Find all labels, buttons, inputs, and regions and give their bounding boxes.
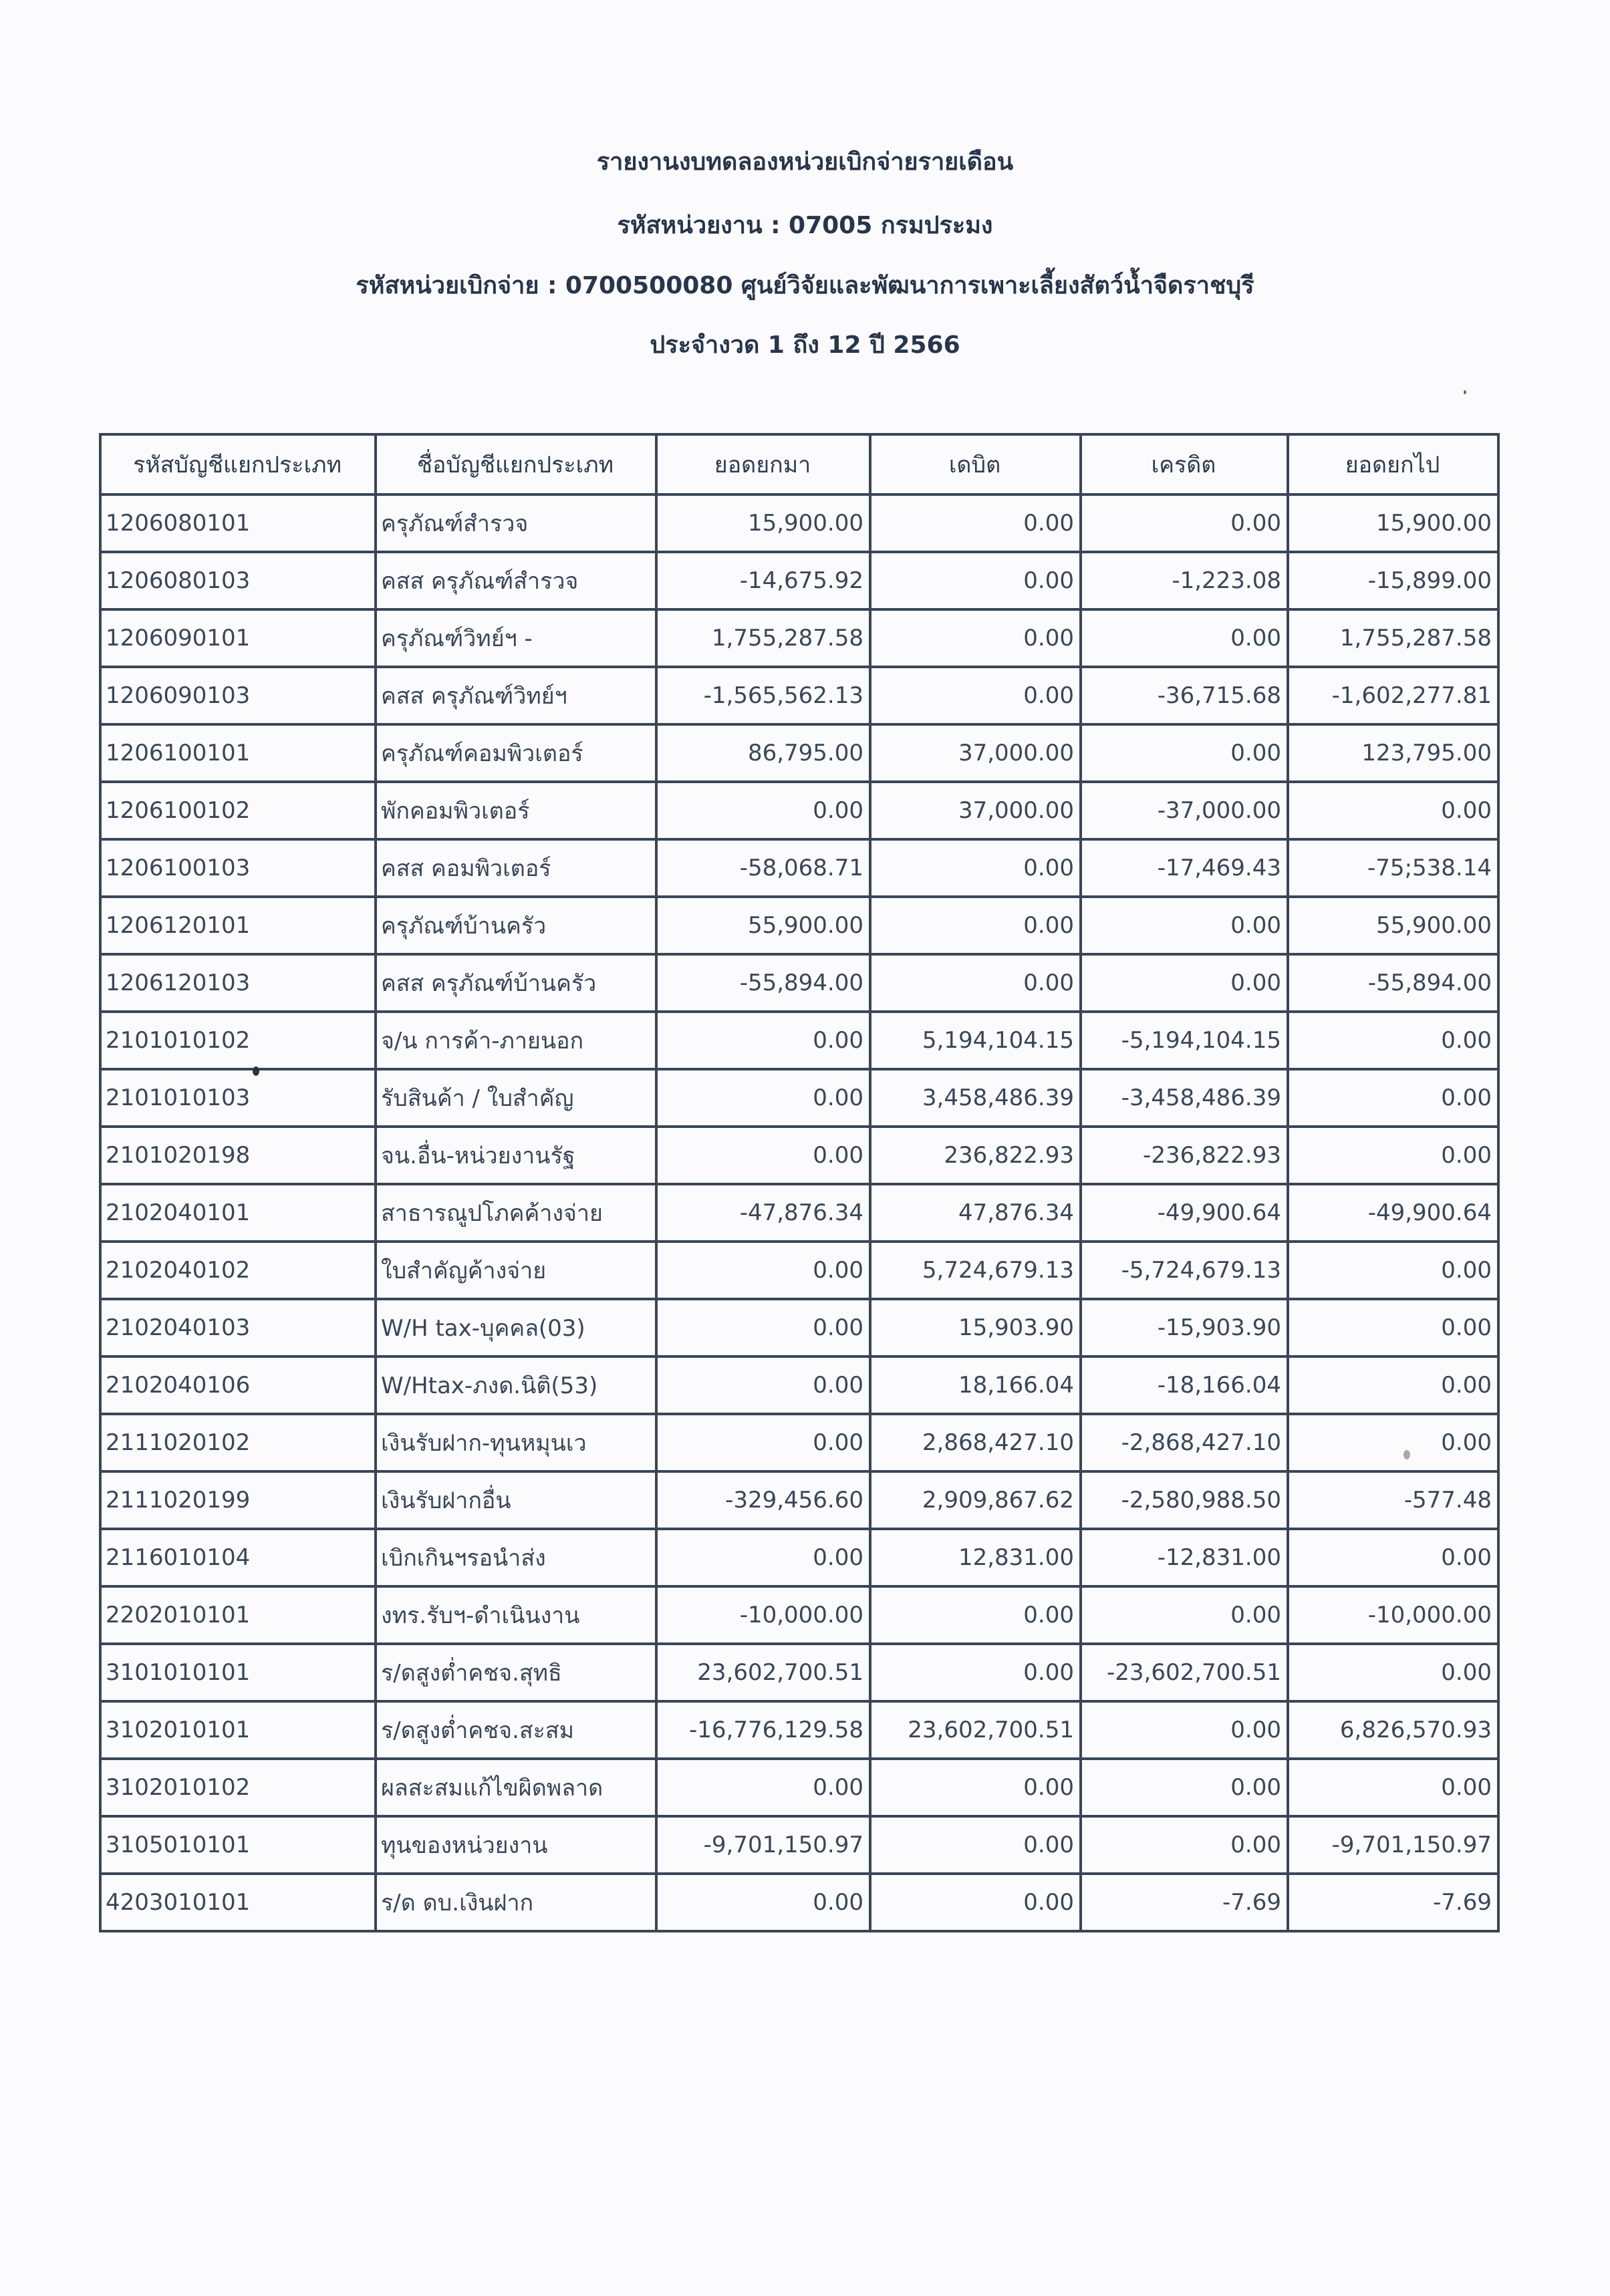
cell-account-name: จ/น การค้า-ภายนอก (376, 1012, 656, 1069)
table-row (100, 1759, 1498, 1816)
cell-opening-balance: -10,000.00 (656, 1586, 870, 1644)
cell-opening-balance: 1,755,287.58 (656, 609, 870, 667)
table-row (100, 1299, 1498, 1356)
header-credit: เครดิต (1081, 434, 1288, 494)
table-row (100, 1414, 1498, 1471)
cell-closing-balance: 0.00 (1288, 1127, 1498, 1184)
cell-closing-balance: 6,826,570.93 (1288, 1701, 1498, 1759)
table-row (100, 1184, 1498, 1242)
cell-debit: 5,724,679.13 (870, 1242, 1081, 1299)
cell-credit: 0.00 (1081, 724, 1288, 782)
cell-account-name: ครุภัณฑ์วิทย์ฯ - (376, 609, 656, 667)
cell-opening-balance: 0.00 (656, 1414, 870, 1471)
cell-account-code: 2101010102 (100, 1012, 376, 1069)
cell-closing-balance: 0.00 (1288, 1644, 1498, 1701)
cell-debit: 37,000.00 (870, 724, 1081, 782)
report-title: รายงานงบทดลองหน่วยเบิกจ่ายรายเดือน (596, 148, 1014, 176)
cell-debit: 2,909,867.62 (870, 1471, 1081, 1529)
cell-credit: -1,223.08 (1081, 552, 1288, 609)
cell-opening-balance: 23,602,700.51 (656, 1644, 870, 1701)
cell-opening-balance: 0.00 (656, 1529, 870, 1586)
cell-debit: 47,876.34 (870, 1184, 1081, 1242)
cell-closing-balance: -577.48 (1288, 1471, 1498, 1529)
cell-debit: 15,903.90 (870, 1299, 1081, 1356)
cell-debit: 18,166.04 (870, 1356, 1081, 1414)
cell-account-name: ครุภัณฑ์คอมพิวเตอร์ (376, 724, 656, 782)
cell-credit: -5,724,679.13 (1081, 1242, 1288, 1299)
cell-opening-balance: -14,675.92 (656, 552, 870, 609)
cell-account-code: 1206120103 (100, 954, 376, 1012)
cell-debit: 0.00 (870, 1759, 1081, 1816)
cell-credit: -23,602,700.51 (1081, 1644, 1288, 1701)
cell-account-code: 1206080103 (100, 552, 376, 609)
header-account-code: รหัสบัญชีแยกประเภท (100, 434, 376, 494)
cell-account-name: จน.อื่น-หน่วยงานรัฐ (376, 1127, 656, 1184)
cell-account-code: 2111020199 (100, 1471, 376, 1529)
cell-credit: -17,469.43 (1081, 839, 1288, 897)
cell-opening-balance: 0.00 (656, 1299, 870, 1356)
cell-debit: 0.00 (870, 552, 1081, 609)
cell-account-code: 2111020102 (100, 1414, 376, 1471)
cell-closing-balance: -1,602,277.81 (1288, 667, 1498, 724)
cell-credit: -3,458,486.39 (1081, 1069, 1288, 1127)
cell-credit: -36,715.68 (1081, 667, 1288, 724)
cell-account-name: เบิกเกินฯรอนำส่ง (376, 1529, 656, 1586)
cell-credit: -18,166.04 (1081, 1356, 1288, 1414)
cell-account-code: 2102040103 (100, 1299, 376, 1356)
cell-opening-balance: 15,900.00 (656, 494, 870, 552)
table-row (100, 1471, 1498, 1529)
cell-account-code: 1206100102 (100, 782, 376, 839)
cell-account-code: 3105010101 (100, 1816, 376, 1874)
cell-closing-balance: -7.69 (1288, 1874, 1498, 1931)
cell-debit: 0.00 (870, 667, 1081, 724)
cell-opening-balance: -55,894.00 (656, 954, 870, 1012)
cell-credit: 0.00 (1081, 954, 1288, 1012)
cell-debit: 23,602,700.51 (870, 1701, 1081, 1759)
table-row (100, 609, 1498, 667)
cell-credit: 0.00 (1081, 1816, 1288, 1874)
scan-speck (1403, 1450, 1410, 1459)
cell-credit: -12,831.00 (1081, 1529, 1288, 1586)
cell-credit: -37,000.00 (1081, 782, 1288, 839)
cell-account-name: W/H tax-บุคคล(03) (376, 1299, 656, 1356)
cell-credit: -7.69 (1081, 1874, 1288, 1931)
cell-account-code: 3102010101 (100, 1701, 376, 1759)
scan-speck (1464, 390, 1466, 394)
cell-debit: 2,868,427.10 (870, 1414, 1081, 1471)
header-account-name: ชื่อบัญชีแยกประเภท (376, 434, 656, 494)
cell-opening-balance: 55,900.00 (656, 897, 870, 954)
header-debit: เดบิต (870, 434, 1081, 494)
cell-credit: -15,903.90 (1081, 1299, 1288, 1356)
cell-opening-balance: -1,565,562.13 (656, 667, 870, 724)
cell-account-name: เงินรับฝากอื่น (376, 1471, 656, 1529)
cell-credit: -2,580,988.50 (1081, 1471, 1288, 1529)
header-opening-balance: ยอดยกมา (656, 434, 870, 494)
cell-closing-balance: -10,000.00 (1288, 1586, 1498, 1644)
cell-account-name: คสส คอมพิวเตอร์ (376, 839, 656, 897)
table-row (100, 667, 1498, 724)
table-row (100, 1529, 1498, 1586)
table-row (100, 954, 1498, 1012)
table-row (100, 782, 1498, 839)
cell-account-code: 1206090101 (100, 609, 376, 667)
cell-account-name: คสส ครุภัณฑ์วิทย์ฯ (376, 667, 656, 724)
scan-speck (253, 1066, 259, 1076)
cell-credit: 0.00 (1081, 897, 1288, 954)
cell-debit: 0.00 (870, 1816, 1081, 1874)
cell-closing-balance: 0.00 (1288, 1069, 1498, 1127)
cell-closing-balance: 0.00 (1288, 1759, 1498, 1816)
cell-opening-balance: -9,701,150.97 (656, 1816, 870, 1874)
cell-account-code: 2102040101 (100, 1184, 376, 1242)
cell-credit: 0.00 (1081, 1759, 1288, 1816)
cell-credit: -49,900.64 (1081, 1184, 1288, 1242)
cell-account-code: 2101010103 (100, 1069, 376, 1127)
cell-credit: -236,822.93 (1081, 1127, 1288, 1184)
cell-account-code: 2101020198 (100, 1127, 376, 1184)
table-row (100, 1644, 1498, 1701)
cell-account-code: 3102010102 (100, 1759, 376, 1816)
table-header-row (100, 434, 1498, 494)
cell-debit: 0.00 (870, 609, 1081, 667)
cell-closing-balance: -15,899.00 (1288, 552, 1498, 609)
cell-debit: 0.00 (870, 1644, 1081, 1701)
table-row (100, 1816, 1498, 1874)
cell-credit: -2,868,427.10 (1081, 1414, 1288, 1471)
table-row (100, 1069, 1498, 1127)
cell-opening-balance: 0.00 (656, 782, 870, 839)
cell-closing-balance: -55,894.00 (1288, 954, 1498, 1012)
cell-account-name: สาธารณูปโภคค้างจ่าย (376, 1184, 656, 1242)
cell-credit: 0.00 (1081, 1701, 1288, 1759)
cell-closing-balance: -9,701,150.97 (1288, 1816, 1498, 1874)
table-row (100, 897, 1498, 954)
cell-closing-balance: 55,900.00 (1288, 897, 1498, 954)
cell-account-name: คสส ครุภัณฑ์สำรวจ (376, 552, 656, 609)
cell-account-code: 1206120101 (100, 897, 376, 954)
cell-debit: 0.00 (870, 954, 1081, 1012)
cell-opening-balance: 0.00 (656, 1012, 870, 1069)
cell-account-code: 2102040102 (100, 1242, 376, 1299)
cell-account-code: 1206080101 (100, 494, 376, 552)
cell-debit: 37,000.00 (870, 782, 1081, 839)
period-line: ประจำงวด 1 ถึง 12 ปี 2566 (650, 331, 960, 359)
cell-account-name: งทร.รับฯ-ดำเนินงาน (376, 1586, 656, 1644)
cell-debit: 0.00 (870, 494, 1081, 552)
cell-debit: 3,458,486.39 (870, 1069, 1081, 1127)
table-row (100, 1242, 1498, 1299)
cell-account-name: พักคอมพิวเตอร์ (376, 782, 656, 839)
cell-closing-balance: 0.00 (1288, 1299, 1498, 1356)
cell-closing-balance: 0.00 (1288, 1242, 1498, 1299)
cell-opening-balance: 0.00 (656, 1356, 870, 1414)
cell-opening-balance: -329,456.60 (656, 1471, 870, 1529)
cell-closing-balance: 123,795.00 (1288, 724, 1498, 782)
header-closing-balance: ยอดยกไป (1288, 434, 1498, 494)
cell-debit: 0.00 (870, 1874, 1081, 1931)
table-row (100, 552, 1498, 609)
cell-credit: 0.00 (1081, 494, 1288, 552)
cell-credit: 0.00 (1081, 609, 1288, 667)
cell-closing-balance: 15,900.00 (1288, 494, 1498, 552)
table-row (100, 1127, 1498, 1184)
cell-account-code: 2202010101 (100, 1586, 376, 1644)
table-row (100, 494, 1498, 552)
cell-opening-balance: -16,776,129.58 (656, 1701, 870, 1759)
cell-debit: 12,831.00 (870, 1529, 1081, 1586)
cell-closing-balance: 1,755,287.58 (1288, 609, 1498, 667)
cell-account-name: คสส ครุภัณฑ์บ้านครัว (376, 954, 656, 1012)
agency-code-line: รหัสหน่วยงาน : 07005 กรมประมง (617, 212, 993, 239)
table-row (100, 724, 1498, 782)
table-row (100, 1701, 1498, 1759)
cell-account-name: ผลสะสมแก้ไขผิดพลาด (376, 1759, 656, 1816)
cell-closing-balance: 0.00 (1288, 1529, 1498, 1586)
cell-account-name: ครุภัณฑ์สำรวจ (376, 494, 656, 552)
cell-account-name: ทุนของหน่วยงาน (376, 1816, 656, 1874)
cell-account-code: 1206090103 (100, 667, 376, 724)
cell-account-code: 2102040106 (100, 1356, 376, 1414)
table-row (100, 1874, 1498, 1931)
cell-opening-balance: 0.00 (656, 1127, 870, 1184)
cell-debit: 0.00 (870, 839, 1081, 897)
cell-account-name: ใบสำคัญค้างจ่าย (376, 1242, 656, 1299)
cell-account-code: 4203010101 (100, 1874, 376, 1931)
cell-debit: 5,194,104.15 (870, 1012, 1081, 1069)
table-row (100, 1586, 1498, 1644)
cell-account-name: W/Htax-ภงด.นิติ(53) (376, 1356, 656, 1414)
table-row (100, 1012, 1498, 1069)
cell-account-name: ร/ด ดบ.เงินฝาก (376, 1874, 656, 1931)
cell-closing-balance: -75;538.14 (1288, 839, 1498, 897)
cell-account-name: รับสินค้า / ใบสำคัญ (376, 1069, 656, 1127)
cell-opening-balance: 0.00 (656, 1242, 870, 1299)
cell-opening-balance: -58,068.71 (656, 839, 870, 897)
cell-account-code: 2116010104 (100, 1529, 376, 1586)
cell-closing-balance: 0.00 (1288, 1012, 1498, 1069)
cell-account-name: ร/ดสูงต่ำคชจ.สุทธิ (376, 1644, 656, 1701)
disbursing-unit-line: รหัสหน่วยเบิกจ่าย : 0700500080 ศูนย์วิจัยและพัฒนาการเพาะเลี้ยงสัตว์น้ำจืดราชบุรี (356, 272, 1254, 299)
cell-opening-balance: 0.00 (656, 1069, 870, 1127)
table-row (100, 839, 1498, 897)
cell-debit: 0.00 (870, 1586, 1081, 1644)
cell-account-code: 3101010101 (100, 1644, 376, 1701)
cell-account-name: เงินรับฝาก-ทุนหมุนเว (376, 1414, 656, 1471)
cell-closing-balance: 0.00 (1288, 1414, 1498, 1471)
cell-account-code: 1206100101 (100, 724, 376, 782)
trial-balance-table (99, 433, 1500, 1932)
cell-debit: 236,822.93 (870, 1127, 1081, 1184)
table-row (100, 1356, 1498, 1414)
cell-account-name: ร/ดสูงต่ำคชจ.สะสม (376, 1701, 656, 1759)
cell-closing-balance: -49,900.64 (1288, 1184, 1498, 1242)
cell-account-code: 1206100103 (100, 839, 376, 897)
cell-opening-balance: 0.00 (656, 1759, 870, 1816)
cell-credit: -5,194,104.15 (1081, 1012, 1288, 1069)
cell-closing-balance: 0.00 (1288, 1356, 1498, 1414)
cell-debit: 0.00 (870, 897, 1081, 954)
cell-closing-balance: 0.00 (1288, 782, 1498, 839)
cell-account-name: ครุภัณฑ์บ้านครัว (376, 897, 656, 954)
cell-opening-balance: -47,876.34 (656, 1184, 870, 1242)
cell-opening-balance: 86,795.00 (656, 724, 870, 782)
cell-credit: 0.00 (1081, 1586, 1288, 1644)
cell-opening-balance: 0.00 (656, 1874, 870, 1931)
